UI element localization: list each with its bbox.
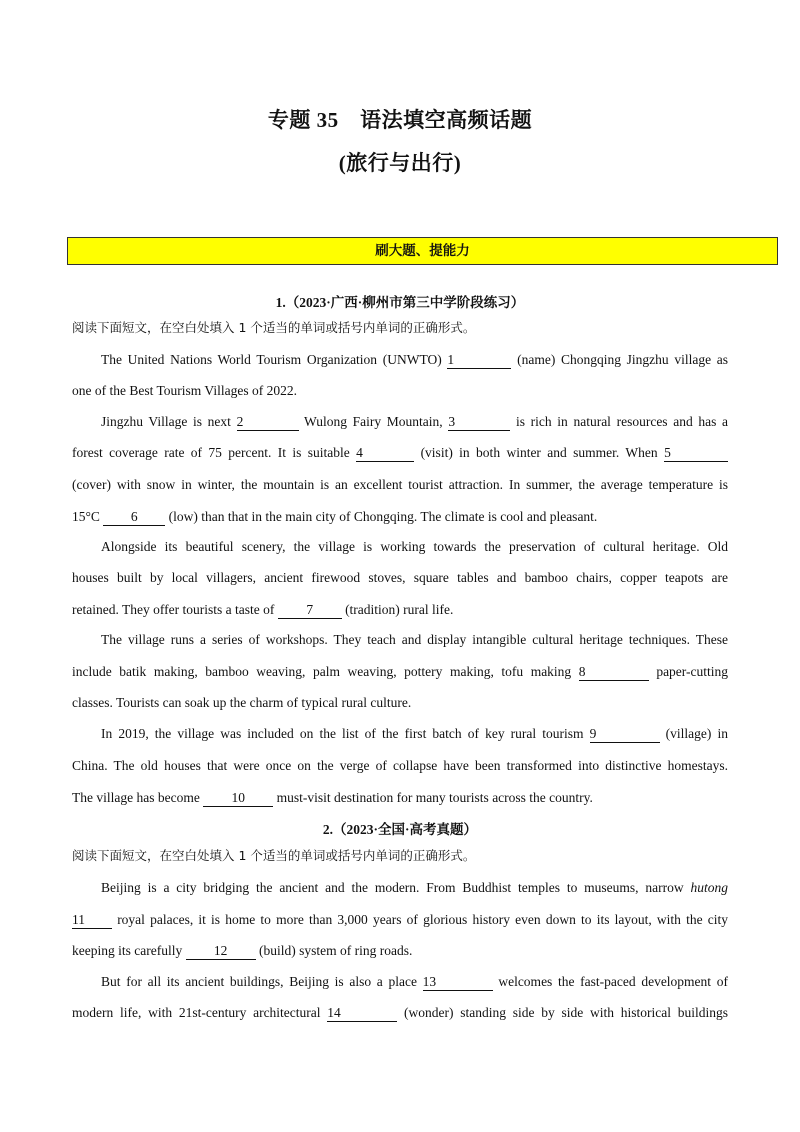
q2-line (101, 878, 728, 898)
q2-italic-term: hutong (690, 880, 729, 895)
q1-text: retained. They offer tourists a taste of (72, 602, 275, 617)
q2-text: royal palaces, it is home to more than 3,000 years of glorious history even down to its layout, with the city (117, 912, 729, 927)
q1-line (101, 724, 728, 744)
q2-instruction: 阅读下面短文，在空白处填入 1 个适当的单词或括号内单词的正确形式。 (72, 848, 476, 863)
section-banner: 刷大题、提能力 (67, 237, 778, 265)
q1-text: Wulong Fairy Mountain, (304, 414, 443, 429)
q2-text: welcomes the fast-paced development of (498, 974, 728, 989)
q1-text: paper-cutting (656, 664, 729, 679)
blank-1[interactable]: 1 (447, 352, 511, 369)
blank-6[interactable]: 6 (103, 509, 165, 526)
q1-text: forest coverage rate of 75 percent. It is suitable (72, 445, 350, 460)
q1-line (72, 662, 728, 682)
page-title: 专题 35 语法填空高频话题 (267, 108, 533, 132)
blank-11[interactable]: 11 (72, 912, 112, 929)
blank-14[interactable]: 14 (327, 1005, 397, 1022)
blank-12[interactable]: 12 (186, 943, 256, 960)
blank-2[interactable]: 2 (237, 414, 299, 431)
blank-13[interactable]: 13 (423, 974, 493, 991)
q1-line: (cover) with snow in winter, the mountain is an excellent tourist attraction. In summer, the average temperature is (72, 477, 728, 492)
blank-5[interactable]: 5 (664, 445, 728, 462)
q2-line (72, 1003, 728, 1023)
q1-heading: 1.（2023·广西·柳州市第三中学阶段练习） (275, 295, 525, 310)
q1-text: (low) than that in the main city of Chongqing. The climate is cool and pleasant. (168, 509, 598, 524)
q1-text: must-visit destination for many tourists across the country. (276, 790, 593, 805)
q2-text: (wonder) standing side by side with historical buildings (404, 1005, 728, 1020)
q1-text: (visit) in both winter and summer. When (420, 445, 658, 460)
q2-text: Beijing is a city bridging the ancient and the modern. From Buddhist temples to museums, narrow (101, 880, 684, 895)
q2-heading: 2.（2023·全国·高考真题） (322, 822, 478, 837)
q1-text: is rich in natural resources and has a (515, 414, 729, 429)
q1-line (72, 443, 728, 463)
q1-line: China. The old houses that were once on the verge of collapse have been transformed into distinctive homestays. (72, 758, 728, 773)
q1-text: 15°C (72, 509, 100, 524)
q1-line (101, 412, 728, 432)
q2-text: But for all its ancient buildings, Beijing is also a place (101, 974, 417, 989)
q1-text: (name) Chongqing Jingzhu village as (517, 352, 729, 367)
q1-line (72, 600, 728, 620)
blank-7[interactable]: 7 (278, 602, 342, 619)
q1-line: one of the Best Tourism Villages of 2022. (72, 383, 297, 398)
blank-4[interactable]: 4 (356, 445, 414, 462)
q1-instruction: 阅读下面短文，在空白处填入 1 个适当的单词或括号内单词的正确形式。 (72, 320, 476, 335)
q2-line (101, 972, 728, 992)
q1-line (72, 507, 728, 527)
q1-text: In 2019, the village was included on the list of the first batch of key rural tourism (101, 726, 584, 741)
q1-text: The village has become (72, 790, 200, 805)
q1-text: The United Nations World Tourism Organization (UNWTO) (101, 352, 442, 367)
q2-text: (build) system of ring roads. (258, 943, 413, 958)
blank-9[interactable]: 9 (590, 726, 660, 743)
q2-line (72, 910, 728, 930)
q1-text: Jingzhu Village is next (101, 414, 231, 429)
blank-3[interactable]: 3 (448, 414, 510, 431)
q1-line (101, 350, 728, 370)
q1-line: Alongside its beautiful scenery, the village is working towards the preservation of cultural heritage. Old (101, 539, 728, 554)
q1-text: include batik making, bamboo weaving, palm weaving, pottery making, tofu making (72, 664, 572, 679)
q1-line: classes. Tourists can soak up the charm of typical rural culture. (72, 695, 412, 710)
q1-text: (village) in (665, 726, 728, 741)
q2-line (72, 941, 728, 961)
q1-text: (tradition) rural life. (345, 602, 454, 617)
q1-line (72, 788, 728, 808)
q1-line: houses built by local villagers, ancient firewood stoves, square tables and bamboo chairs, copper teapots are (72, 570, 728, 585)
blank-8[interactable]: 8 (579, 664, 649, 681)
page-subtitle: (旅行与出行) (338, 151, 462, 175)
q1-line: The village runs a series of workshops. They teach and display intangible cultural heritage techniques. These (101, 632, 728, 647)
q2-text: modern life, with 21st-century architectural (72, 1005, 321, 1020)
blank-10[interactable]: 10 (203, 790, 273, 807)
q2-text: keeping its carefully (72, 943, 183, 958)
